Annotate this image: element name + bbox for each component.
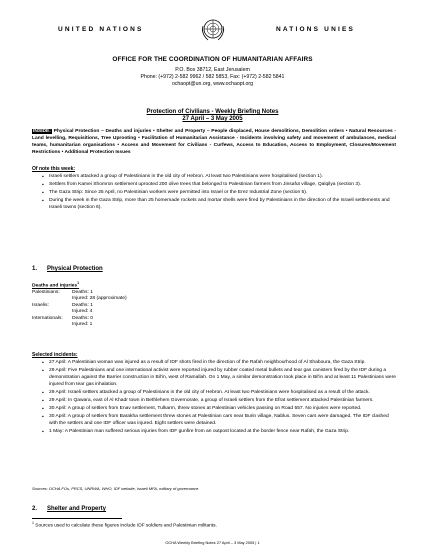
list-item: ▪ 30 April: A group of settlers from Enav settlement, Tulkarm, threw stones at Palestinian vehicles passing on Road 557. No injuries were reported. bbox=[49, 406, 396, 413]
sources-note: Sources: OCHA FOs, PRCS, UNRWA, WHO, IDF website, Israeli MFA, military of governance. bbox=[32, 486, 200, 491]
notes-heading: Of note this week: bbox=[32, 166, 76, 172]
section-number: 1. bbox=[32, 266, 38, 272]
list-item: ▪ The Gaza Strip: Since 25 April, no Palestinian workers were permitted into Israel or the Erez Industrial Zone (section 5). bbox=[49, 190, 396, 197]
section-heading-physical-protection bbox=[32, 266, 103, 272]
deaths-injuries-block bbox=[32, 280, 232, 328]
footnote-mark[interactable]: 1 bbox=[77, 281, 80, 285]
incidents-heading: Selected incidents: bbox=[32, 352, 78, 358]
section-label: Physical Protection bbox=[47, 266, 103, 272]
group-label: Palestinians: bbox=[32, 290, 60, 296]
inside-text: Physical Protection – Deaths and injuries • Shelter and Property – People displaced, House demolitions, Demolition orders • Natural Resources - Land levelling, Requisitions, Tree Uprooting • Facilitation of Humanitarian Assistance - Incidents involving safety and movement of ambulances, medical teams, humanitarian organisations • Access and Movement for Civilians - Curfews, Access to Education, Access to Employment, Closures/Movement Restrictions • Additional Protection Issues bbox=[32, 129, 396, 155]
list-item: ▪ 29 April: Five Palestinians and one international activist were reported injured by rubber coated metal bullets and tear gas canisters fired by the IDF during a demonstration against the Barrier construction in Bil'in, west of Ramallah. On 1 May, a similar demonstration took place in Bil'in and at least 11 Palestinians were injured from tear gas inhalation. bbox=[49, 368, 396, 389]
page-footer: OCHA Weekly Briefing Notes 27 April – 3 May 2005 | 1 bbox=[165, 540, 260, 545]
section-label: Shelter and Property bbox=[47, 506, 107, 512]
inside-contents bbox=[32, 128, 396, 156]
letterhead bbox=[0, 16, 425, 46]
office-address: P.O. Box 38712, East Jerusalem bbox=[175, 67, 250, 73]
footnote bbox=[32, 521, 217, 529]
list-item: ▪ 27 April: A Palestinian woman was injured as a result of IDF shots fired in the direction of the Rafah neighbourhood of Al Shaboura, the Gaza Strip. bbox=[49, 360, 396, 367]
footnote-divider bbox=[32, 518, 122, 519]
notes-of-the-week bbox=[32, 166, 396, 213]
table-row bbox=[32, 322, 232, 328]
list-item: ▪ 29 April: Israeli settlers attacked a group of Palestinians in the old city of Hebron. At least two Palestinians were hospitalised as a result of the attack. bbox=[49, 390, 396, 397]
office-contact-links[interactable]: ochaopt@un.org, www.ochaopt.org bbox=[171, 80, 254, 87]
selected-incidents bbox=[32, 352, 396, 437]
incidents-list bbox=[32, 360, 396, 436]
group-spacer bbox=[32, 322, 72, 328]
deaths-heading bbox=[32, 280, 232, 290]
document-title bbox=[0, 109, 425, 123]
death-count: Deaths: 1 bbox=[72, 290, 93, 296]
list-item: ▪ 29 April: In Qawara, east of Al Khadr town in Bethlehem Governorate, a group of Israeli settlers from the Efrat settlement attacked Palestinian farmers. bbox=[49, 398, 396, 405]
death-count: Deaths: 0 bbox=[72, 315, 93, 321]
office-contact-block bbox=[0, 67, 425, 87]
deaths-heading-text: Deaths and injuries bbox=[32, 283, 78, 289]
death-count: Deaths: 1 bbox=[72, 302, 93, 308]
injury-count: Injured: 4 bbox=[72, 309, 93, 315]
title-line-1: Protection of Civilians - Weekly Briefing Notes bbox=[146, 109, 279, 115]
list-item: ▪ Settlers from Kamei Shomron settlement uprooted 200 olive trees that belonged to Palestinian farmers from Jinsafut village, Qalqilya (section 3). bbox=[49, 182, 396, 189]
org-name-english: UNITED NATIONS bbox=[58, 26, 144, 33]
office-phone: Phone: (+972) 2-582 9962 / 582 5853, Fax: (+972) 2-582 5841 bbox=[140, 73, 285, 80]
footnote-text: Sources used to calculate these figures include IDF soldiers and Palestinian militants. bbox=[35, 523, 217, 529]
inside-tag: INSIDE: bbox=[33, 129, 51, 134]
footnote-number: 1 bbox=[32, 521, 34, 525]
section-number: 2. bbox=[32, 506, 38, 512]
injury-count: Injured: 1 bbox=[72, 322, 93, 328]
title-line-2: 27 April – 3 May 2005 bbox=[182, 116, 243, 123]
org-name-french: NATIONS UNIES bbox=[276, 26, 356, 33]
office-name: OFFICE FOR THE COORDINATION OF HUMANITARIAN AFFAIRS bbox=[112, 56, 313, 63]
section-heading-shelter-property bbox=[32, 506, 106, 512]
list-item: ▪ Israeli settlers attacked a group of Palestinians in the old city of Hebron. At least two Palestinians were hospitalised (section 1). bbox=[49, 174, 396, 181]
group-label: Internationals: bbox=[32, 315, 63, 321]
list-item: ▪ 1 May: A Palestinian man suffered serious injuries from IDF gunfire from an outpost located at the border fence near Rafah, the Gaza Strip. bbox=[49, 429, 396, 436]
list-item: ▪ 30 April: A group of settlers from Barakha settlement threw stones at Palestinian cars near Burin village, Nablus. Seven cars were damaged. The IDF clashed with the settlers and one IDF officer was injured. Eight settlers were detained. bbox=[49, 414, 396, 428]
injury-count: Injured: 28 (approximate) bbox=[72, 296, 127, 302]
group-label: Israelis: bbox=[32, 302, 49, 308]
notes-list bbox=[32, 174, 396, 212]
list-item: ▪ During the week in the Gaza Strip, more than 25 homemade rockets and mortar shells were fired by Palestinians in the direction of the Israeli settlements and Israeli towns (section 6). bbox=[49, 198, 396, 212]
un-emblem-icon bbox=[199, 16, 227, 44]
